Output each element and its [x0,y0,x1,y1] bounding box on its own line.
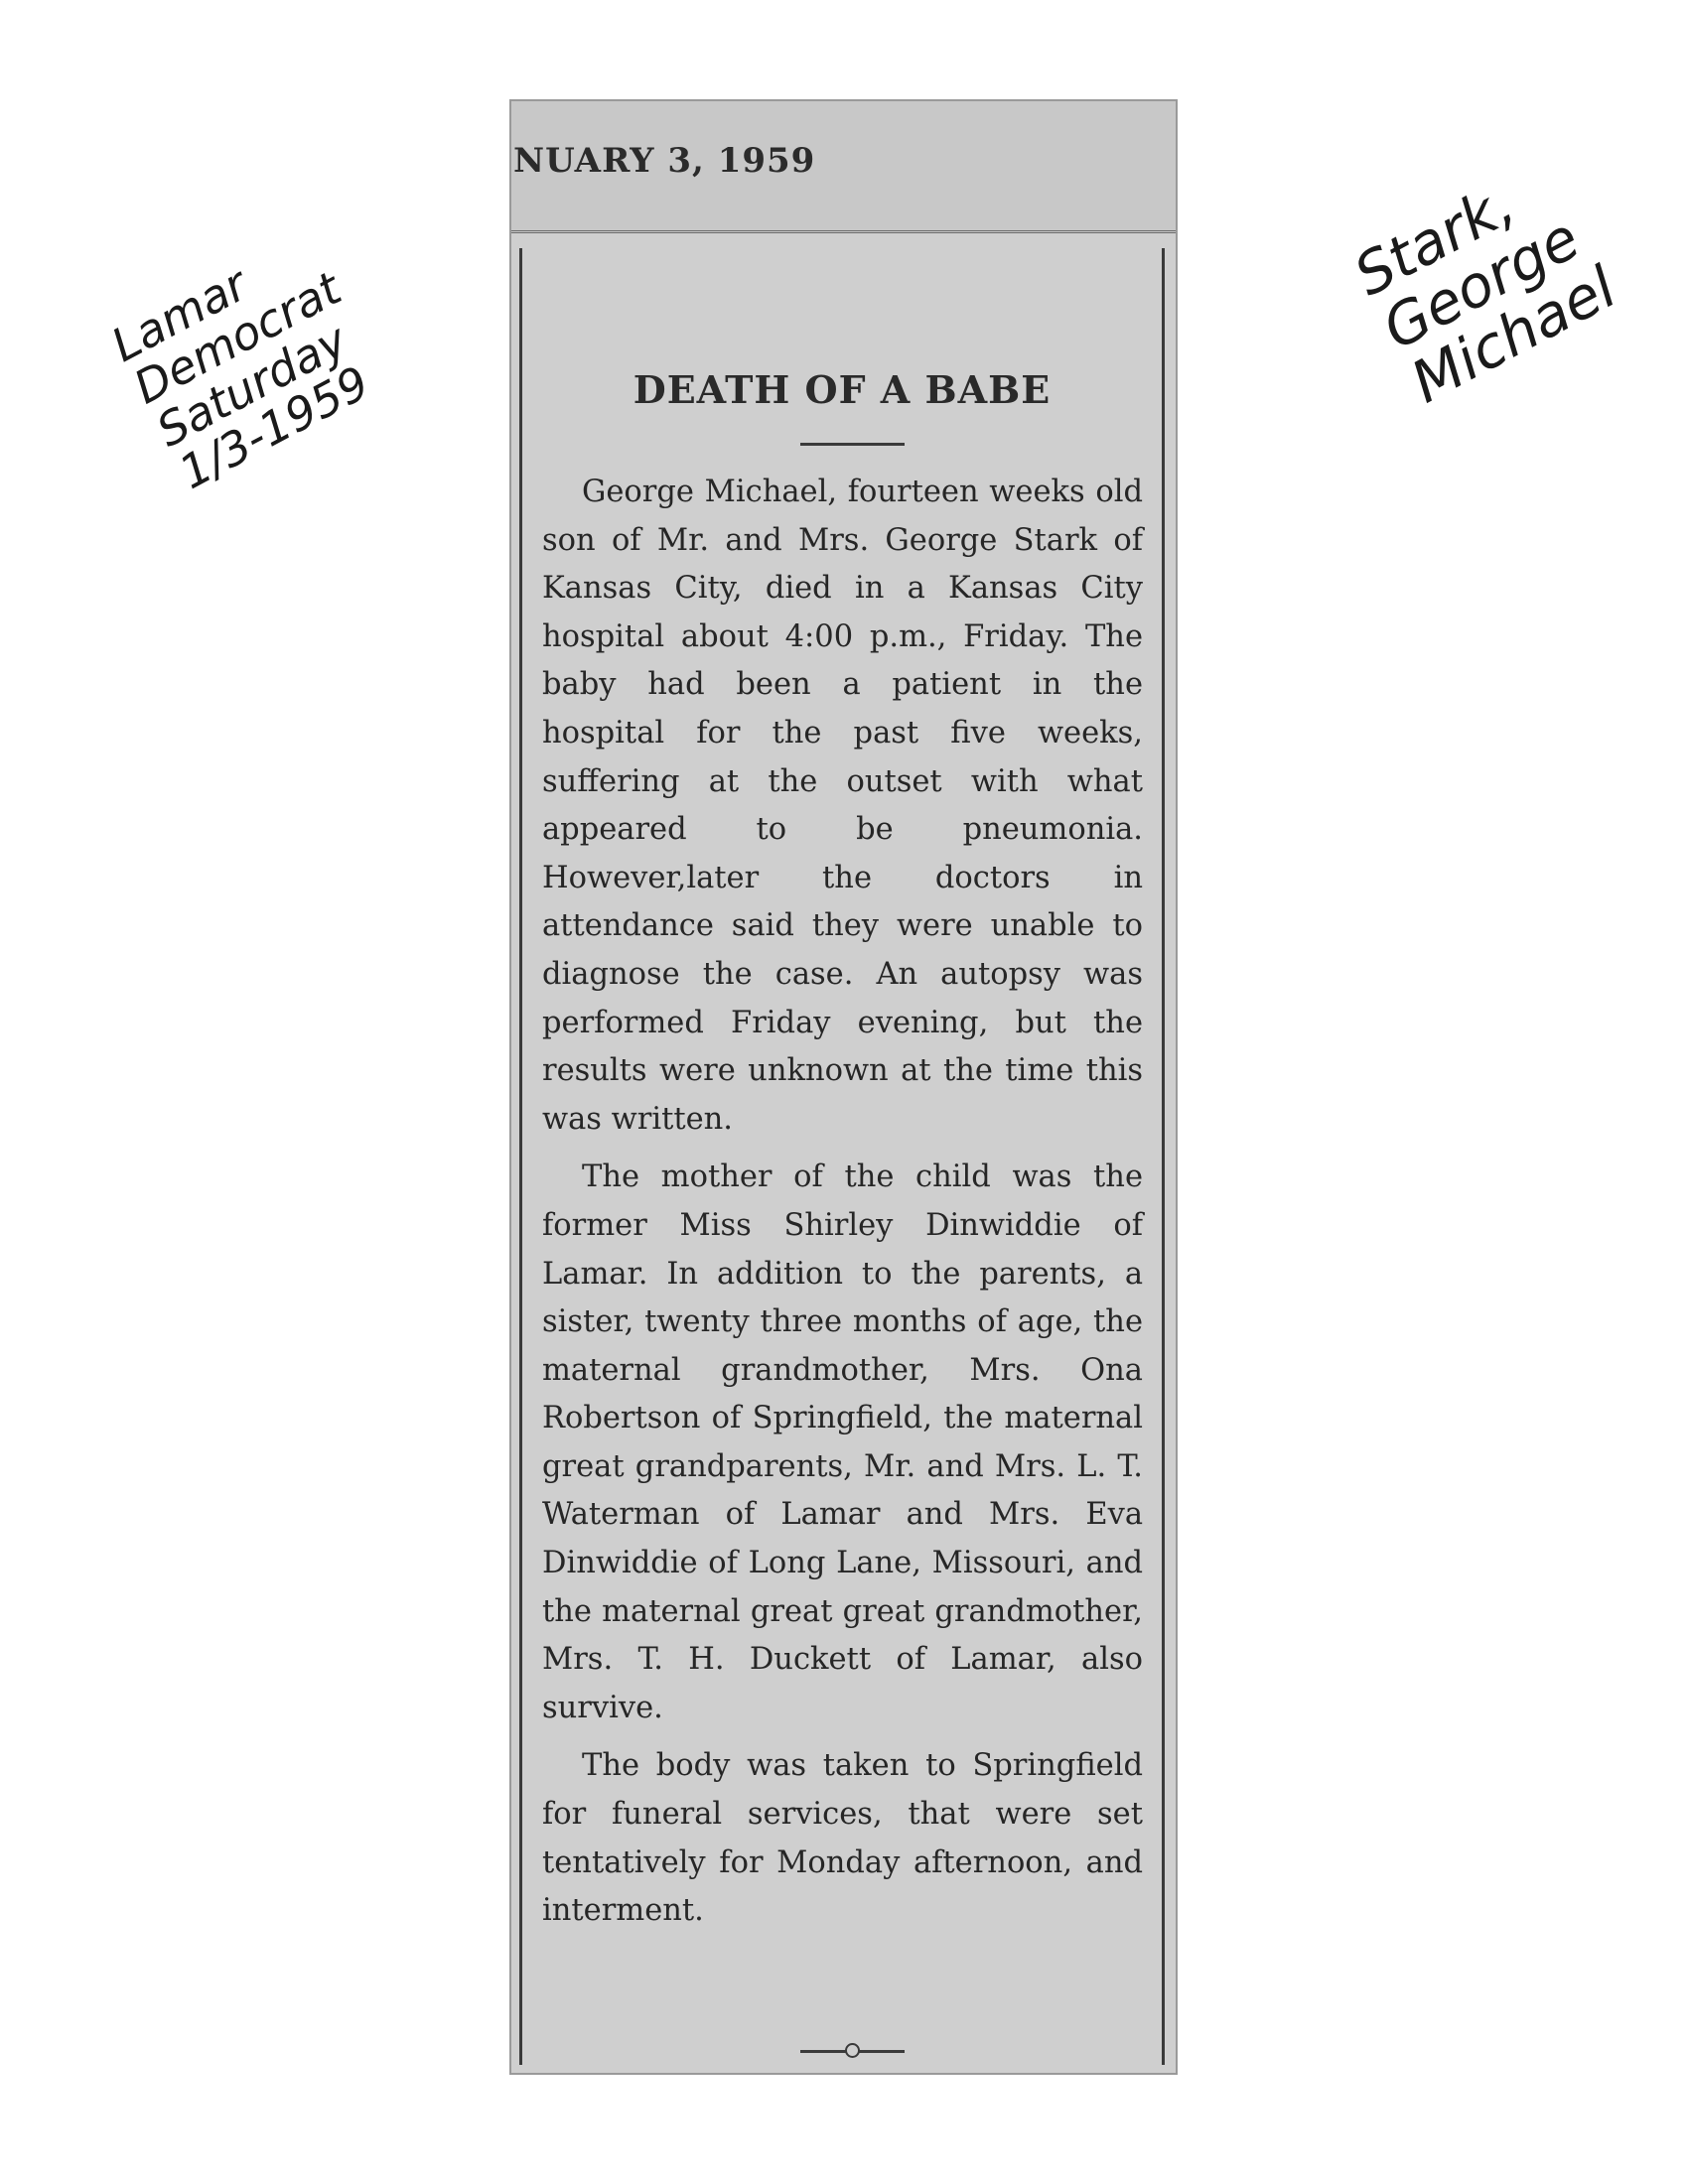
handwritten-source-note: Lamar Democrat Saturday 1/3-1959 [102,256,378,499]
end-of-article-mark [800,2050,905,2053]
headline-rule [800,443,905,446]
newspaper-clipping [509,99,1178,2075]
article-column [519,248,1165,2065]
handwritten-name-note: Stark, George Michael [1343,170,1627,417]
article-paragraph: George Michael, fourteen weeks old son of Mr. and Mrs. George Stark of Kansas City, died in a Kansas City hospital about 4:00 p.m., Friday. The baby had been a patient in the hospital for the past five weeks, suffering at the outset with what appeared to be pneumonia. However,later the doctors in attendance said they were unable to diagnose the case. An autopsy was performed Friday evening, but the results were unknown at the time this was written. [542,475,1143,1137]
article-body [542,469,1143,1946]
article-headline: DEATH OF A BABE [633,367,1052,412]
clipping-date: NUARY 3, 1959 [513,141,816,181]
masthead [511,101,1176,233]
article-paragraph: The mother of the child was the former Miss Shirley Dinwiddie of Lamar. In addition to the parents, a sister, twenty three months of age, the maternal grandmother, Mrs. Ona Robertson of Springfield, the maternal great grandparents, Mr. and Mrs. L. T. Waterman of Lamar and Mrs. Eva Dinwiddie of Long Lane, Missouri, and the maternal great great grandmother, Mrs. T. H. Duckett of Lamar, also survive. [542,1160,1143,1725]
article-paragraph: The body was taken to Springfield for funeral services, that were set tentatively for Monday afternoon, and interment. [542,1748,1143,1929]
